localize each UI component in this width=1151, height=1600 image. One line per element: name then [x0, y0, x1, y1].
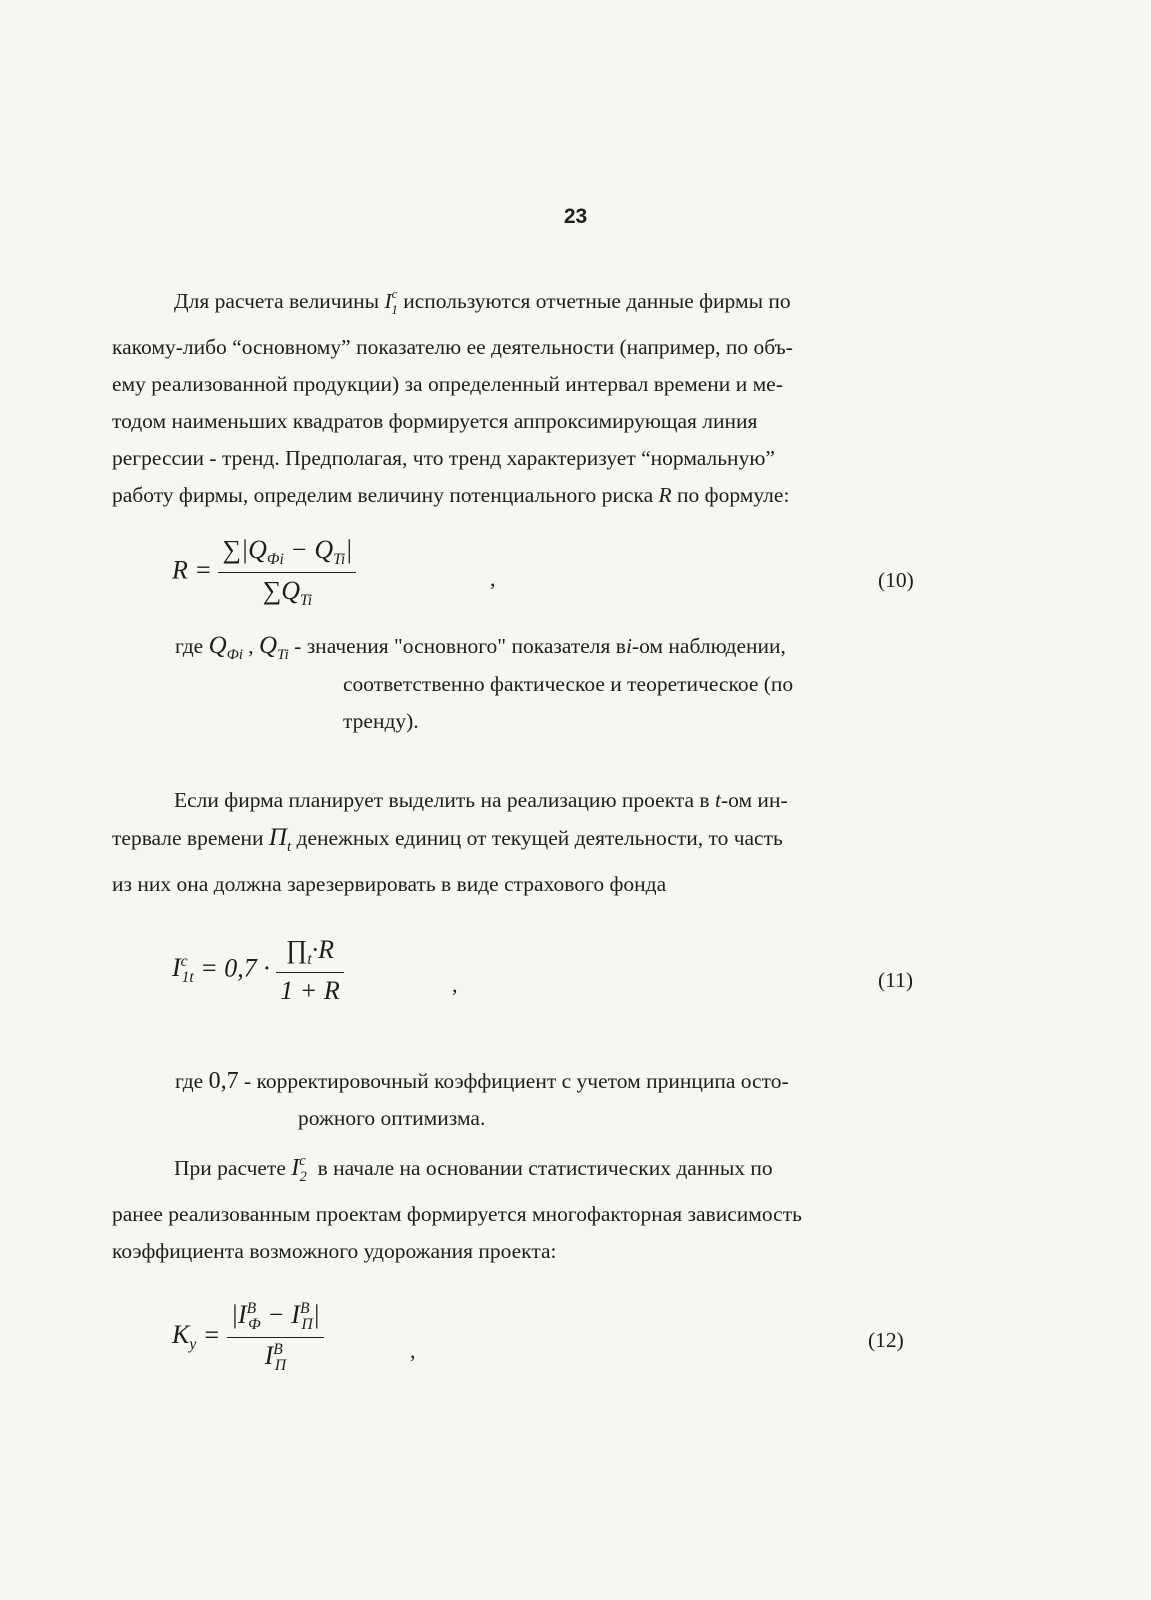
formula12-denominator: $I^B_П$ — [264, 1341, 287, 1374]
symbol-q-t: $Q_{Ti}$ — [259, 632, 289, 663]
formula11-numerator: $\prod_t\cdot R$ — [276, 935, 343, 973]
formula10-fraction — [218, 535, 356, 610]
formula10-denominator: $\sum Q_{Ti}$ — [262, 576, 313, 609]
formula-10 — [172, 535, 356, 610]
where-11 — [175, 1063, 942, 1100]
formula12-comma: , — [410, 1338, 416, 1363]
para3-rest-line1: в начале на основании статистических данных по — [317, 1156, 773, 1180]
formula12-number: (12) — [868, 1328, 904, 1352]
paragraph-1 — [112, 276, 942, 514]
where11-lead: где — [175, 1069, 204, 1093]
where10-line2: соответственно фактическое и теоретическое (по — [343, 672, 794, 696]
where10-lead: где — [175, 634, 204, 658]
para1-line-2: какому-либо “основному” показателю ее деятельности (например, по объ- — [112, 335, 793, 359]
where10-text2: -ом наблюдении, — [631, 634, 786, 658]
formula10-lhs: R = — [172, 555, 212, 585]
para1-line-4: тодом наименьших квадратов формируется аппроксимирующая линия — [112, 409, 758, 433]
para2-line3: из них она должна зарезервировать в виде страхового фонда — [112, 872, 667, 896]
formula11-denominator: 1 + R — [280, 976, 340, 1005]
formula10-numerator: $\sum|Q_{Фi} - Q_{Ti}|$ — [218, 535, 356, 573]
para2-line2-pre: тервале времени — [112, 826, 264, 850]
formula11-fraction — [276, 935, 343, 1006]
formula11-lhs: $I^c_{1t}$ — [172, 953, 194, 987]
formula11-comma: , — [452, 972, 458, 997]
para1-line-5: регрессии - тренд. Предполагая, что тренд характеризует “нормальную” — [112, 446, 775, 470]
where11-text: - корректировочный коэффициент с учетом принципа осто- — [243, 1069, 789, 1093]
para3-lead: При расчете — [174, 1156, 286, 1180]
formula-12 — [172, 1300, 324, 1375]
symbol-i1c: $I^c_1$ — [384, 287, 398, 317]
symbol-t: t — [714, 788, 721, 812]
para2-line2-post: денежных единиц от текущей деятельности, то часть — [296, 826, 783, 850]
symbol-i: i — [625, 634, 632, 658]
where10-text1: - значения "основного" показателя в — [294, 634, 626, 658]
symbol-pi-t: $П_t$ — [268, 824, 292, 855]
para1-rest-line1: используются отчетные данные фирмы по — [403, 289, 791, 313]
symbol-i2c: $I^c_2$ — [291, 1153, 307, 1185]
para1-lead: Для расчета величины — [174, 289, 380, 313]
formula-11 — [172, 935, 344, 1006]
where10-sep: , — [248, 634, 254, 658]
formula11-number: (11) — [878, 968, 914, 992]
formula12-lhs: $K_y$ — [172, 1320, 197, 1354]
para1-last-post: по формуле: — [677, 483, 790, 507]
para3-line2: ранее реализованным проектам формируется многофакторная зависимость — [112, 1202, 802, 1226]
symbol-r: R — [658, 483, 672, 507]
where11-coef: 0,7 — [208, 1068, 239, 1094]
para1-line-3: ему реализованной продукции) за определенный интервал времени и ме- — [112, 372, 783, 396]
symbol-q-phi: $Q_{Фi}$ — [208, 632, 243, 663]
formula11-eq: = 0,7 · — [200, 953, 270, 983]
formula12-numerator: $|I^B_Ф - I^B_П|$ — [227, 1300, 324, 1338]
where11-line2: рожного оптимизма. — [298, 1106, 486, 1130]
formula12-eq: = — [202, 1320, 221, 1350]
para2-line1-pre: Если фирма планирует выделить на реализацию проекта в — [174, 788, 710, 812]
para3-line3: коэффициента возможного удорожания проекта: — [112, 1239, 557, 1263]
formula12-fraction — [227, 1300, 324, 1375]
para2-line1-post: -ом ин- — [720, 788, 788, 812]
page-number: 23 — [563, 205, 588, 228]
where10-line3: тренду). — [343, 709, 419, 733]
paragraph-2 — [112, 782, 942, 903]
formula10-comma: , — [490, 566, 496, 591]
para1-last-pre: работу фирмы, определим величину потенциального риска — [112, 483, 654, 507]
paragraph-3 — [112, 1143, 942, 1270]
formula10-number: (10) — [878, 568, 914, 592]
